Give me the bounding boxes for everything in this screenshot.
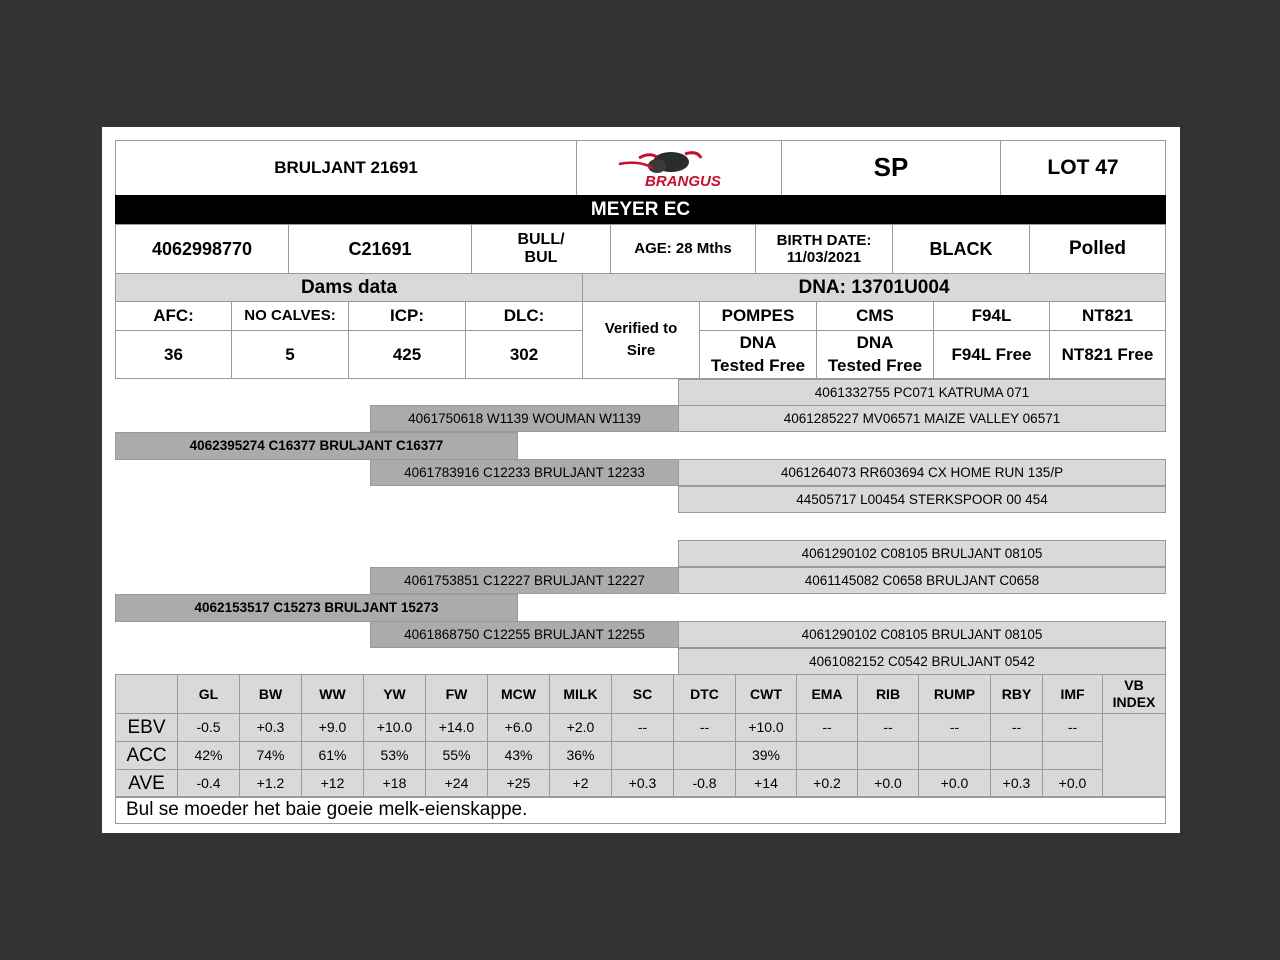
ebv-cell: +0.3	[990, 769, 1043, 798]
ebv-cell: 74%	[239, 741, 302, 770]
dna-result-pompes	[699, 330, 817, 379]
ebv-cell: +25	[487, 769, 550, 798]
dna-result-line2: Tested Free	[710, 355, 806, 375]
dna-test-nt821: NT821	[1049, 301, 1166, 331]
ebv-col-header: MILK	[549, 674, 612, 714]
dna-test-cms: CMS	[816, 301, 934, 331]
sex-cell	[471, 224, 611, 274]
ebv-col-header: BW	[239, 674, 302, 714]
pedigree-dam-sire-dam: 4061145082 C0658 BRULJANT C0658	[678, 567, 1166, 594]
pedigree-dam-sire: 4061753851 C12227 BRULJANT 12227	[370, 567, 679, 594]
dna-result-nt821: NT821 Free	[1049, 330, 1166, 379]
dams-header-icp: ICP:	[348, 301, 466, 331]
vb-line1: VB	[1124, 676, 1144, 693]
pedigree-dam-dam: 4061868750 C12255 BRULJANT 12255	[370, 621, 679, 648]
ebv-col-header: GL	[177, 674, 240, 714]
ebv-cell: +10.0	[735, 713, 797, 742]
ebv-cell: +6.0	[487, 713, 550, 742]
ebv-cell: --	[796, 713, 858, 742]
ebv-col-header: CWT	[735, 674, 797, 714]
ebv-col-header: YW	[363, 674, 426, 714]
pedigree-sire-sire-dam: 4061285227 MV06571 MAIZE VALLEY 06571	[678, 405, 1166, 432]
vb-index-value	[1102, 713, 1166, 798]
ebv-cell	[796, 741, 858, 770]
ebv-cell: +18	[363, 769, 426, 798]
dams-value-calves: 5	[231, 330, 349, 379]
ebv-col-header: RIB	[857, 674, 919, 714]
ebv-cell: +10.0	[363, 713, 426, 742]
ebv-col-header: SC	[611, 674, 674, 714]
ebv-cell: +0.3	[239, 713, 302, 742]
ebv-cell	[918, 741, 991, 770]
ebv-cell: --	[918, 713, 991, 742]
dna-result-line1: DNA	[856, 332, 894, 352]
grade: SP	[781, 140, 1001, 196]
vb-index-header	[1102, 674, 1166, 714]
dna-result-line2: Tested Free	[827, 355, 923, 375]
dams-value-dlc: 302	[465, 330, 583, 379]
ebv-header-corner	[115, 674, 178, 714]
pedigree-sire-dam-sire: 4061264073 RR603694 CX HOME RUN 135/P	[678, 459, 1166, 486]
tag-number: C21691	[288, 224, 472, 274]
pedigree-dam-dam-sire: 4061290102 C08105 BRULJANT 08105	[678, 621, 1166, 648]
ebv-cell: +1.2	[239, 769, 302, 798]
ebv-cell: 43%	[487, 741, 550, 770]
ebv-col-header: IMF	[1042, 674, 1103, 714]
ebv-col-header: MCW	[487, 674, 550, 714]
dna-result-f94l: F94L Free	[933, 330, 1050, 379]
ebv-cell: -0.8	[673, 769, 736, 798]
dams-title: Dams data	[115, 273, 583, 302]
ebv-cell	[990, 741, 1043, 770]
ebv-cell: 61%	[301, 741, 364, 770]
pedigree-dam-sire-sire: 4061290102 C08105 BRULJANT 08105	[678, 540, 1166, 567]
ebv-cell: +0.0	[918, 769, 991, 798]
ebv-cell: -0.5	[177, 713, 240, 742]
dams-header-calves: NO CALVES:	[231, 301, 349, 331]
ebv-cell: +24	[425, 769, 488, 798]
dams-value-afc: 36	[115, 330, 232, 379]
ebv-col-header: FW	[425, 674, 488, 714]
birth-date-cell	[755, 224, 893, 274]
ebv-cell: 42%	[177, 741, 240, 770]
color: BLACK	[892, 224, 1030, 274]
ebv-cell: +12	[301, 769, 364, 798]
animal-name: BRULJANT 21691	[115, 140, 577, 196]
logo-text: BRANGUS	[645, 173, 721, 190]
sex-line1: BULL/	[517, 230, 565, 248]
pedigree-sire-sire-sire: 4061332755 PC071 KATRUMA 071	[678, 379, 1166, 406]
vb-line2: INDEX	[1112, 694, 1156, 710]
ebv-cell: --	[990, 713, 1043, 742]
verified-to-sire	[582, 301, 700, 379]
pedigree-dam: 4062153517 C15273 BRULJANT 15273	[115, 594, 518, 622]
breeder-bar: MEYER EC	[115, 195, 1166, 225]
verified-line2: Sire	[626, 342, 656, 359]
ebv-row-label: ACC	[115, 741, 178, 770]
birth-date-label: BIRTH DATE:	[776, 231, 872, 249]
ebv-cell	[857, 741, 919, 770]
brangus-logo	[576, 140, 782, 196]
ebv-cell: +0.0	[857, 769, 919, 798]
ebv-cell: -0.4	[177, 769, 240, 798]
ebv-cell: --	[1042, 713, 1103, 742]
ebv-col-header: DTC	[673, 674, 736, 714]
ebv-cell: +14	[735, 769, 797, 798]
dna-test-f94l: F94L	[933, 301, 1050, 331]
ebv-cell	[673, 741, 736, 770]
ebv-cell: --	[611, 713, 674, 742]
pedigree-sire-dam-dam: 44505717 L00454 STERKSPOOR 00 454	[678, 486, 1166, 513]
verified-line1: Verified to	[604, 319, 678, 337]
ebv-cell	[1042, 741, 1103, 770]
ebv-cell: +2	[549, 769, 612, 798]
ebv-col-header: EMA	[796, 674, 858, 714]
horn-status: Polled	[1029, 224, 1166, 274]
ebv-col-header: RBY	[990, 674, 1043, 714]
lot-number: LOT 47	[1000, 140, 1166, 196]
ebv-cell: +9.0	[301, 713, 364, 742]
pedigree-dam-dam-dam: 4061082152 C0542 BRULJANT 0542	[678, 648, 1166, 675]
sex-line2: BUL	[524, 249, 558, 266]
pedigree-sire-dam: 4061783916 C12233 BRULJANT 12233	[370, 459, 679, 486]
ebv-cell: 39%	[735, 741, 797, 770]
comment: Bul se moeder het baie goeie melk-eienskappe.	[115, 796, 1166, 824]
registration-id: 4062998770	[115, 224, 289, 274]
ebv-cell: +0.2	[796, 769, 858, 798]
ebv-cell: +0.0	[1042, 769, 1103, 798]
ebv-cell: +14.0	[425, 713, 488, 742]
ebv-cell: 55%	[425, 741, 488, 770]
bull-head-icon	[609, 146, 749, 190]
age: AGE: 28 Mths	[610, 224, 756, 274]
ebv-cell: --	[673, 713, 736, 742]
ebv-cell: --	[857, 713, 919, 742]
ebv-col-header: WW	[301, 674, 364, 714]
birth-date: 11/03/2021	[786, 249, 862, 266]
dams-header-dlc: DLC:	[465, 301, 583, 331]
lot-card	[102, 127, 1180, 833]
ebv-cell: +0.3	[611, 769, 674, 798]
ebv-row-label: EBV	[115, 713, 178, 742]
dna-result-cms	[816, 330, 934, 379]
ebv-cell: 53%	[363, 741, 426, 770]
dna-result-line1: DNA	[739, 332, 777, 352]
ebv-col-header: RUMP	[918, 674, 991, 714]
ebv-row-label: AVE	[115, 769, 178, 798]
dna-test-pompes: POMPES	[699, 301, 817, 331]
pedigree-sire-sire: 4061750618 W1139 WOUMAN W1139	[370, 405, 679, 432]
dams-value-icp: 425	[348, 330, 466, 379]
ebv-cell: +2.0	[549, 713, 612, 742]
ebv-cell: 36%	[549, 741, 612, 770]
dna-title: DNA: 13701U004	[582, 273, 1166, 302]
pedigree-sire: 4062395274 C16377 BRULJANT C16377	[115, 432, 518, 460]
dams-header-afc: AFC:	[115, 301, 232, 331]
ebv-cell	[611, 741, 674, 770]
